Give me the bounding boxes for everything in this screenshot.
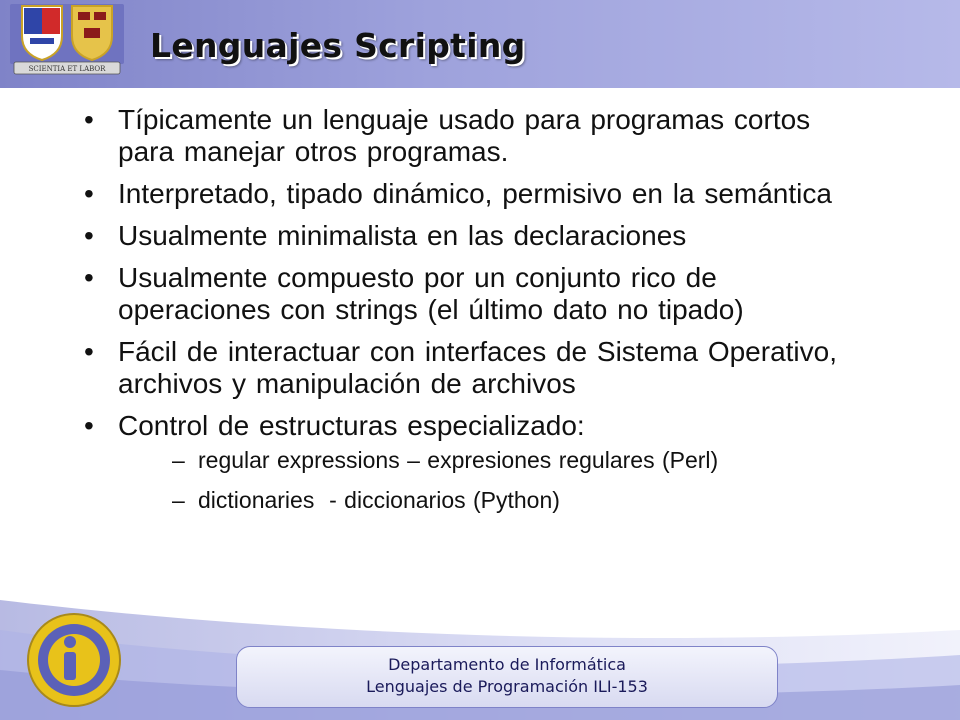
crest-ribbon-text: SCIENTIA ET LABOR: [28, 65, 106, 73]
slide-title: Lenguajes Scripting: [150, 26, 526, 65]
bullet-dot: •: [84, 336, 94, 367]
footer-department: Departamento de Informática: [388, 655, 626, 674]
sub-bullet-list: [118, 446, 868, 514]
bullet-text: Usualmente compuesto por un conjunto rico de operaciones con strings (el último dato no tipado): [118, 262, 744, 325]
list-item: [78, 336, 868, 400]
bullet-list: [78, 104, 868, 514]
sub-bullet-dash: –: [172, 487, 185, 513]
slide-content: [78, 104, 868, 526]
footer-course: Lenguajes de Programación ILI-153: [366, 677, 648, 696]
bullet-text: Fácil de interactuar con interfaces de Sistema Operativo, archivos y manipulación de archivos: [118, 336, 838, 399]
bullet-text: Interpretado, tipado dinámico, permisivo en la semántica: [118, 178, 832, 209]
bullet-dot: •: [84, 178, 94, 209]
sub-bullet-text: dictionaries - diccionarios (Python): [198, 487, 560, 513]
footer-box: [236, 646, 778, 708]
sub-bullet-dash: –: [172, 447, 185, 473]
list-item: [78, 178, 868, 210]
bullet-dot: •: [84, 104, 94, 135]
list-item: [78, 220, 868, 252]
sub-list-item: [118, 486, 868, 514]
list-item: [78, 104, 868, 168]
sub-list-item: [118, 446, 868, 474]
university-crest-icon: [8, 2, 126, 78]
list-item: [78, 410, 868, 514]
bullet-text: Usualmente minimalista en las declaraciones: [118, 220, 687, 251]
bullet-dot: •: [84, 410, 94, 441]
department-logo-icon: [20, 610, 128, 710]
bullet-dot: •: [84, 220, 94, 251]
bullet-text: Control de estructuras especializado:: [118, 410, 585, 441]
bullet-text: Típicamente un lenguaje usado para programas cortos para manejar otros programas.: [118, 104, 811, 167]
bullet-dot: •: [84, 262, 94, 293]
sub-bullet-text: regular expressions – expresiones regulares (Perl): [198, 447, 719, 473]
list-item: [78, 262, 868, 326]
